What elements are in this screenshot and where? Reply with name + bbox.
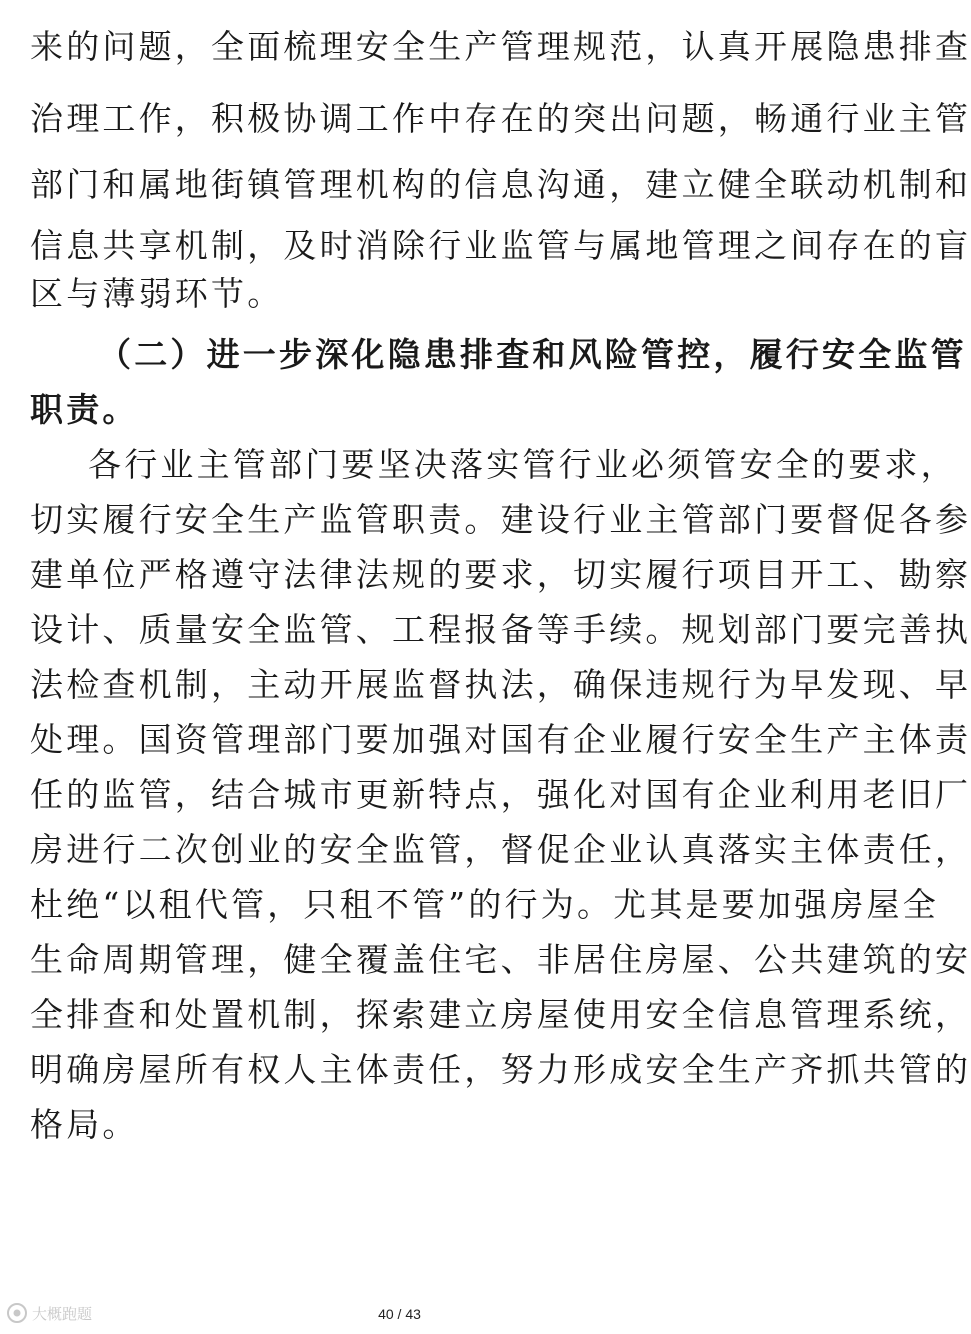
text-line: 法检查机制，主动开展监督执法，确保违规行为早发现、早	[30, 665, 971, 704]
text-line: 杜绝“以租代管，只租不管”的行为。尤其是要加强房屋全	[30, 885, 939, 924]
watermark-text: 大概跑题	[32, 1304, 93, 1323]
text-line: 全排查和处置机制，探索建立房屋使用安全信息管理系统，	[30, 995, 971, 1034]
text-line: 区与薄弱环节。	[30, 274, 284, 313]
text-line: 设计、质量安全监管、工程报备等手续。规划部门要完善执	[30, 610, 971, 649]
section-heading: （二）进一步深化隐患排查和风险管控，履行安全监管	[98, 335, 967, 374]
text-line: 部门和属地街镇管理机构的信息沟通，建立健全联动机制和	[30, 165, 971, 204]
text-line: 来的问题，全面梳理安全生产管理规范，认真开展隐患排查	[30, 27, 971, 66]
text-line: 信息共享机制，及时消除行业监管与属地管理之间存在的盲	[30, 226, 971, 265]
text-line: 生命周期管理，健全覆盖住宅、非居住房屋、公共建筑的安	[30, 940, 971, 979]
section-heading-continued: 职责。	[30, 390, 139, 429]
text-line: 明确房屋所有权人主体责任，努力形成安全生产齐抓共管的	[30, 1050, 971, 1089]
text-line: 处理。国资管理部门要加强对国有企业履行安全生产主体责	[30, 720, 971, 759]
page-number: 40 / 43	[378, 1306, 421, 1322]
text-line: 切实履行安全生产监管职责。建设行业主管部门要督促各参	[30, 500, 971, 539]
text-line: 建单位严格遵守法律法规的要求，切实履行项目开工、勘察	[30, 555, 971, 594]
paragraph-first-line: 各行业主管部门要坚决落实管行业必须管安全的要求，	[88, 445, 957, 484]
text-line: 治理工作，积极协调工作中存在的突出问题，畅通行业主管	[30, 99, 971, 138]
text-line: 任的监管，结合城市更新特点，强化对国有企业利用老旧厂	[30, 775, 971, 814]
text-line: 房进行二次创业的安全监管，督促企业认真落实主体责任，	[30, 830, 971, 869]
text-line: 格局。	[30, 1105, 139, 1144]
